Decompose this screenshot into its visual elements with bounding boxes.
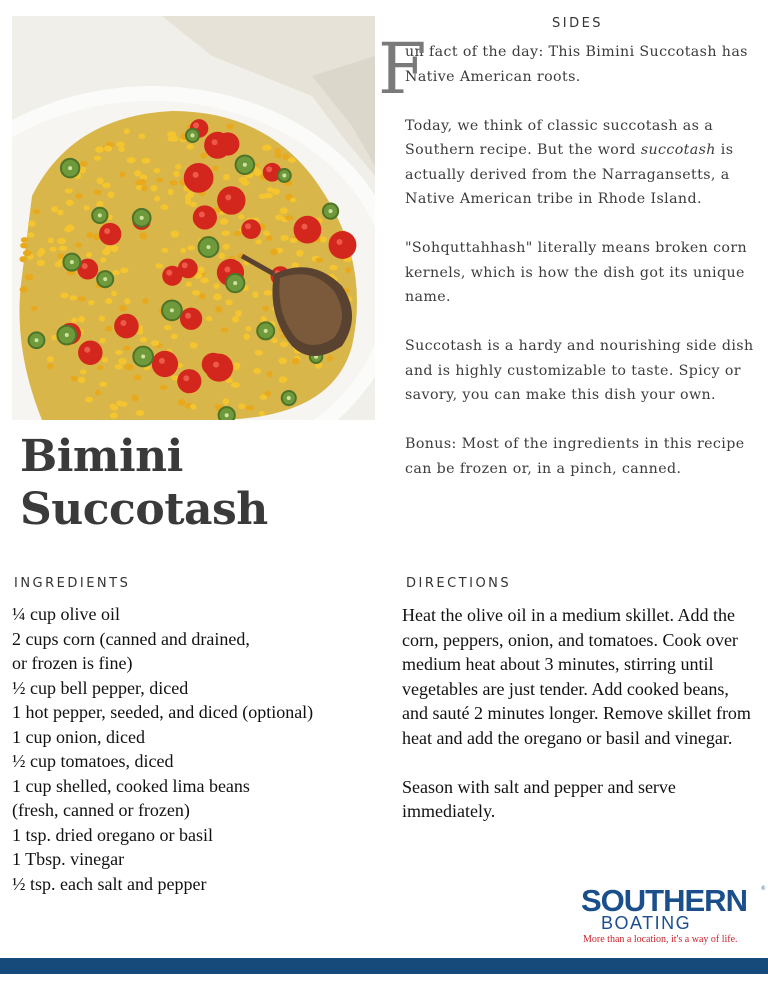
ingredient-item: ½ cup bell pepper, diced	[12, 677, 189, 698]
sides-label: SIDES	[552, 16, 604, 31]
succotash-photo-illustration	[12, 16, 375, 420]
ingredients-list	[12, 602, 372, 896]
ingredient-item: ½ tsp. each salt and pepper	[12, 873, 207, 894]
intro-p2-emphasis: succotash	[640, 142, 716, 158]
ingredient-item: 2 cups corn (canned and drained,	[12, 628, 250, 649]
ingredient-item: or frozen is fine)	[12, 653, 133, 673]
southern-boating-logo	[581, 884, 767, 948]
intro-p2-after: is actually derived from the Narragansetts, a Native American tribe in Rhode Island.	[405, 142, 734, 207]
ingredient-item: 1 tsp. dried oregano or basil	[12, 824, 213, 845]
intro-paragraph-5: Bonus: Most of the ingredients in this recipe can be frozen or, in a pinch, canned.	[405, 436, 745, 477]
intro-paragraph-1	[405, 40, 757, 89]
intro-text	[378, 28, 757, 506]
title-line-2: Succotash	[20, 484, 268, 535]
intro-paragraph-2	[405, 114, 757, 212]
footer-bar	[0, 958, 768, 974]
logo-tagline: More than a location, it's a way of life.	[583, 934, 738, 945]
ingredient-item: (fresh, canned or frozen)	[12, 800, 190, 820]
directions-paragraph-2: Season with salt and pepper and serve immediately.	[402, 776, 676, 821]
logo-line-2: BOATING	[601, 913, 692, 933]
ingredient-item: 1 Tbsp. vinegar	[12, 849, 125, 869]
intro-p1-text: un fact of the day: This Bimini Succotash has Native American roots.	[405, 44, 748, 85]
logo-registered-mark: ®	[761, 886, 766, 892]
ingredients-label: INGREDIENTS	[14, 576, 131, 591]
ingredient-item: 1 cup onion, diced	[12, 726, 145, 747]
ingredient-item: ½ cup tomatoes, diced	[12, 751, 174, 771]
logo-line-1: SOUTHERN	[581, 883, 747, 918]
ingredient-item: 1 hot pepper, seeded, and diced (optional)	[12, 702, 314, 722]
ingredient-item: 1 cup shelled, cooked lima beans	[12, 775, 250, 796]
directions-label: DIRECTIONS	[406, 576, 512, 591]
directions-text	[402, 603, 752, 848]
title-line-1: Bimini	[20, 431, 183, 482]
drop-cap: F	[378, 28, 427, 110]
succotash-photo	[12, 16, 375, 420]
directions-paragraph-1: Heat the olive oil in a medium skillet. Add the corn, peppers, onion, and tomatoes. Cook over medium heat about 3 minutes, stirring until vegetables are just tender. Add cooked beans, and sauté 2 minutes longer. Remove skillet from heat and add the oregano or basil and vinegar.	[402, 605, 751, 748]
intro-p2-before: Today, we think of classic succotash as a Southern recipe. But the word	[405, 117, 714, 158]
intro-paragraph-4: Succotash is a hardy and nourishing side dish and is highly customizable to taste. Spicy or savory, you can make this dish your own.	[405, 338, 754, 403]
ingredient-item: ¼ cup olive oil	[12, 604, 120, 624]
recipe-title	[20, 430, 320, 536]
intro-paragraph-3: "Sohquttahhash" literally means broken corn kernels, which is how the dish got its unique name.	[405, 240, 748, 305]
